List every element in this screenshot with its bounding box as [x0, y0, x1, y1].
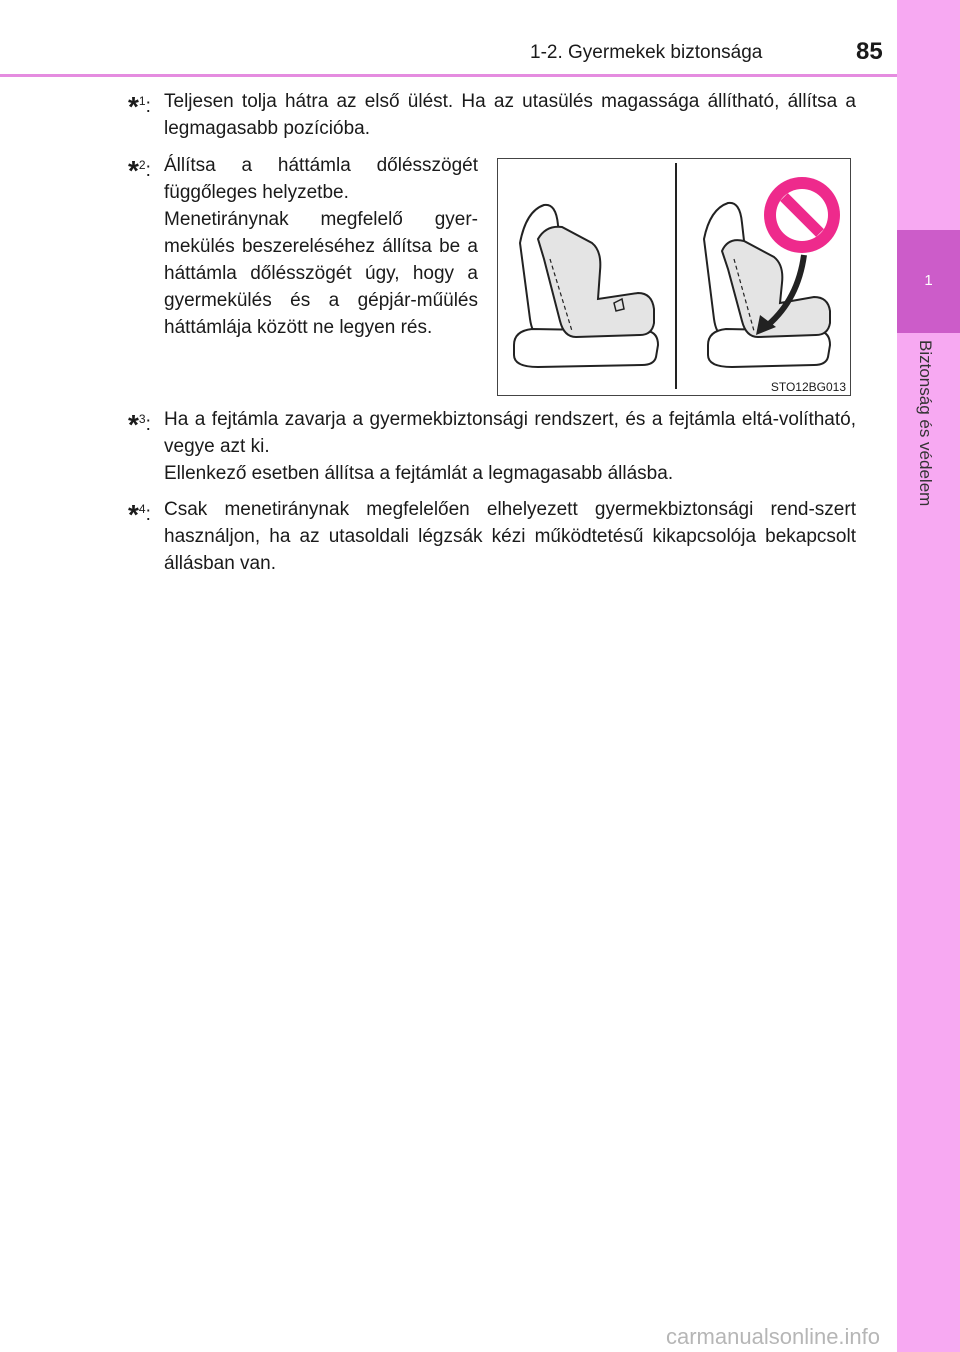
- note-text: [164, 406, 856, 487]
- note-paragraph: Csak menetiránynak megfelelően elhelyezett gyermekbiztonsági rend-szert használjon, ha az utasoldali légzsák kézi működtetésű kikapcsolója bekapcsolt állásban van.: [164, 499, 856, 574]
- note-paragraph: Állítsa a háttámla dőlésszögét függőleges helyzetbe.: [164, 155, 478, 203]
- note-separator: :: [145, 96, 151, 117]
- note-paragraph: Menetiránynak megfelelő gyer-mekülés beszereléséhez állítsa be a háttámla dőlésszögét úgy, hogy a gyermekülés és a gépjár-műülés háttámlája között ne legyen rés.: [164, 209, 478, 338]
- note-marker: [128, 496, 151, 528]
- correct-seat-group: [514, 205, 658, 367]
- page-number: 85: [856, 38, 883, 65]
- chapter-number: 1: [924, 272, 933, 289]
- note-marker: [128, 406, 151, 438]
- note-separator: :: [145, 504, 151, 525]
- chapter-title: Biztonság és védelem: [916, 340, 935, 507]
- asterisk-icon: *: [128, 409, 139, 440]
- seat-illustration: [497, 158, 851, 396]
- prohibited-icon: [764, 177, 840, 253]
- note-marker: [128, 152, 151, 184]
- note-marker: [128, 88, 151, 120]
- note-index: 4: [138, 502, 146, 516]
- note-index: 1: [138, 94, 146, 108]
- note-paragraph: Ellenkező esetben állítsa a fejtámlát a legmagasabb állásba.: [164, 463, 674, 484]
- note-paragraph: Teljesen tolja hátra az első ülést. Ha az utasülés magassága állítható, állítsa a legmagasabb pozícióba.: [164, 91, 856, 139]
- note-index: 2: [138, 158, 146, 172]
- note-text: [164, 496, 856, 577]
- seat-drawing: [498, 159, 850, 395]
- note-text: [164, 88, 856, 142]
- note-paragraph: Ha a fejtámla zavarja a gyermekbiztonsági rendszert, és a fejtámla eltá-volítható, vegye azt ki.: [164, 409, 856, 457]
- header-section-title: 1-2. Gyermekek biztonsága: [530, 42, 763, 63]
- header-divider: [0, 74, 897, 77]
- figure-code: STO12BG013: [770, 380, 846, 394]
- asterisk-icon: *: [128, 499, 139, 530]
- asterisk-icon: *: [128, 155, 139, 186]
- side-tab-strip: [897, 0, 960, 1352]
- note-text: [164, 152, 478, 341]
- note-separator: :: [145, 414, 151, 435]
- note-separator: :: [145, 160, 151, 181]
- note-index: 3: [138, 412, 146, 426]
- watermark: carmanualsonline.info: [666, 1324, 881, 1349]
- asterisk-icon: *: [128, 91, 139, 122]
